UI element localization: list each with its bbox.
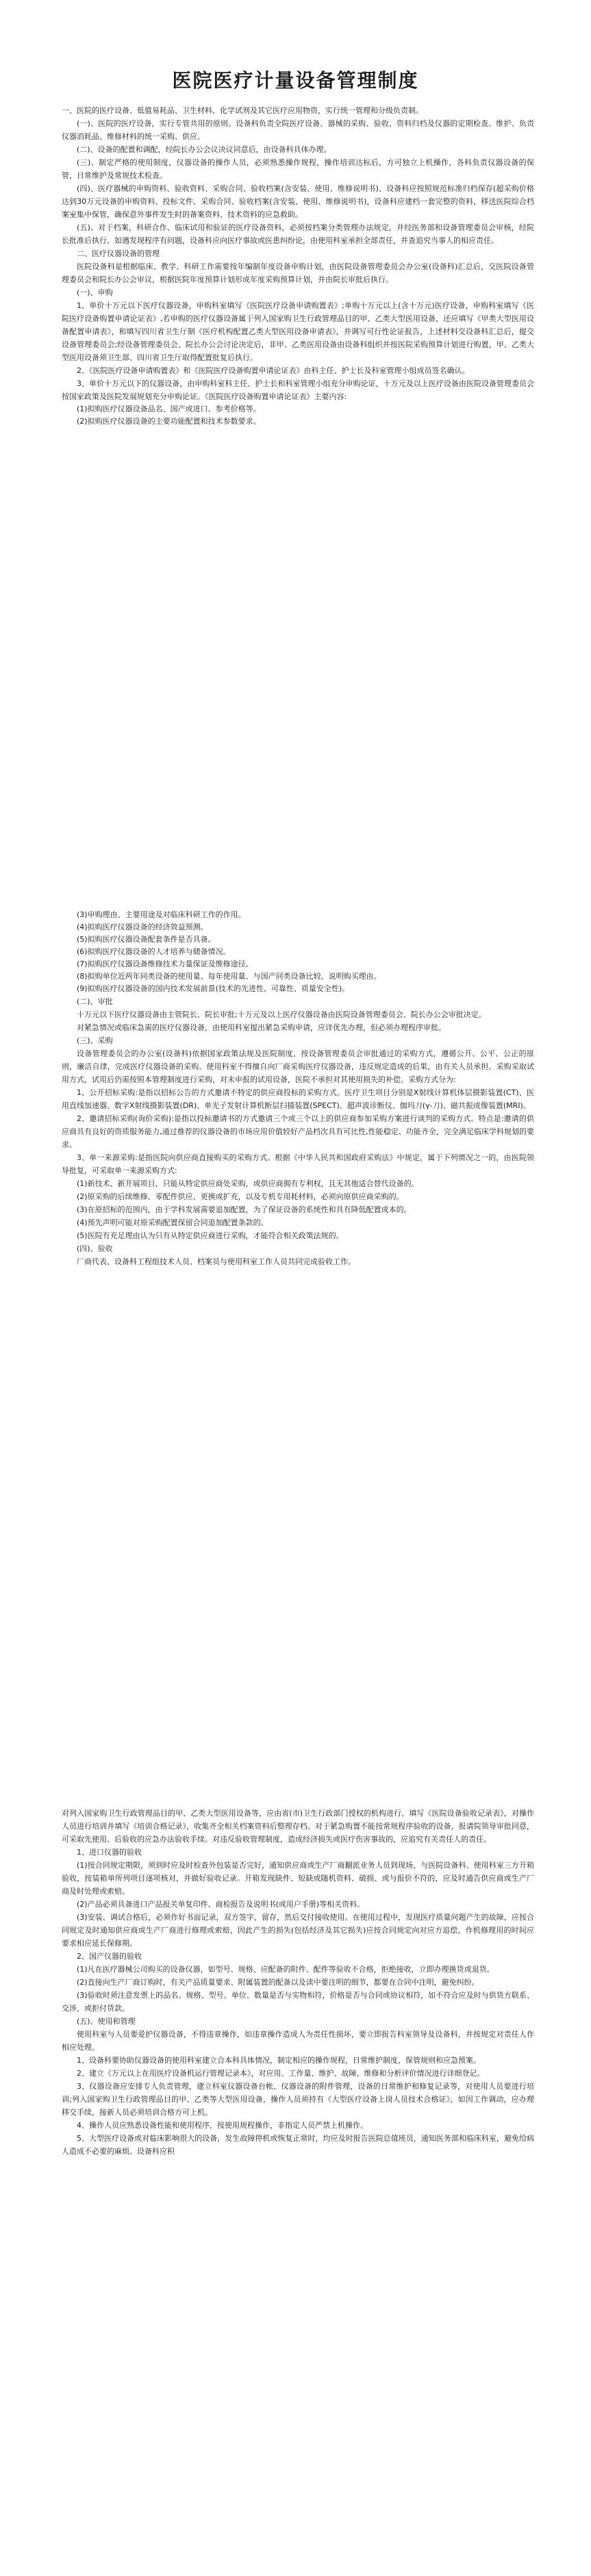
list-item: (4)拟购医疗仪器设备的经济效益预测。 [77,923,208,931]
paragraph: 十万元以下医疗仪器设备由主管院长、院长审批;十万元及以上医疗仪器设备由医院设备管理委员会、院长办公会审批决定。 [77,1010,486,1019]
paragraph: 设备管理委员会的办公室(设备科)依据国家政策法规及医院制度，按设备管理委员会审批通过的采购方式，遵循公开、公平、公正的原则，廉洁自律，完成医疗仪器设备的采购。使用科室不得擅自向厂商采购医疗仪器设备，违反规定造成的后果，由有关人员承担。采购采取试用方式，试用后仍需按照本管理制度进行采购，对未申报的试用设备，医院不承担对其使用损失的补偿。采购方式分为: [62,1049,534,1084]
subsection-heading: (二)、审批 [77,997,113,1006]
paragraph: (三)、制定严格的使用制度，仪器设备的操作人员，必须熟悉操作规程，操作培训达标后，方可独立上机操作，各科负责仪器设备的保管，日常维护及常规技术检查。 [62,158,534,180]
subsection-heading: (五)、使用和管理 [77,2017,136,2026]
list-item: (3)在原招标的范围内，由于学科发展需要追加配置，为了保证设备的系统性和具有降低配置成本的。 [77,1205,412,1214]
list-item: (7)拟购医疗仪器设备维修技术力量保证及维修途径。 [77,959,253,968]
list-item: (3)申购理由、主要用途及对临床科研工作的作用。 [77,910,246,919]
paragraph: 1、单价十万元以下医疗仪器设备，申购科室填写《医院医疗设备申请购置表》;单购十万元以上(含十万元)医疗设备，申购科室填写《医院医疗设备购置申请论证表》,若申购的医疗仪器设备属于列入国家购卫生行政管理品目的甲、乙类大型医用设备，还应填写《甲类大型医用设备配置申请表》，和填写四川省卫生厅制《医疗机构配置乙类大型医用设备申请表》，并调写可行性论证报告，上述材料交设备科汇总后，提交设备管理委员会;经设备管理委员会、院长办公会讨论决定后，非甲、乙类医用设备由设备科组织并按医院采购预算计划进行购置，甲、乙类大型医用设备须卫生部、四川省卫生厅取得配置批复后执行。 [62,301,534,362]
paragraph: 4、操作人员应熟悉设备性能和使用程序，按使用规程操作，非指定人员严禁上机操作。 [77,2121,368,2130]
paragraph: (一)、医院的医疗设备，实行专管共用的原则。设备科负责全院医疗设备、器械的采购、验收、资料归档及仪器的定期检查、维护、负责仪器消耗品、维修材料的统一采购、供应。 [62,119,534,141]
paragraph: 2、邀请招标采购(询价采购):是指以投标邀请书的方式邀请三个或三个以上的供应商参加采购方案进行谈判的采购方式。特点是:邀请的供应商具有良好的资质服务能力,通过推荐的仪器设备的市场应用价值较好产品档次具有可比性,性能稳定、功能齐全，完全满足临床学科规划的要求。 [62,1114,534,1149]
list-item: (1)拟购医疗仪器设备品名、国产或进口、参考价格等。 [77,404,261,413]
subsection-heading: (三)、采购 [77,1036,113,1045]
paragraph: 3、单价十万元以下的仪器设备，由申购科室科主任、护士长和科室管理小组充分申购论证，十万元及以上医疗设备由医院设备管理委员会按国家政策及医院发展规划充分申购论证。《医院医疗设备购置申请论证表》主要内容: [62,379,534,401]
subsection-heading: 2、国产仪器的验收 [77,1952,142,1961]
paragraph: 5、大型医疗设备或对临床影响很大的设备，发生故障停机或恢复正常时，均应及时报告医院总值班员，通知医务部和临床科室，避免给病人造成不必要的麻烦。设备科应积 [62,2134,534,2156]
list-item: (5)医院有充足理由认为只有从特定供应商进行采购，才能符合相关政策法规的。 [77,1231,344,1240]
paragraph: 1、公开招标采购:是指以招标公告的方式邀请不特定的供应商投标的采购方式。医疗卫生项目分别是X射线计算机体层摄影装置(CT)、医用直线加速器、数字X射线摄影装置(DR)、单光子发射计算机断层扫描装置(SPECT)、超声波诊断仪、伽玛刀(γ-刀)、磁共振成像装置(MRI)。 [62,1088,534,1110]
paragraph: (3)验收时须注意发票上的品名、规格、型号、单位、数量是否与实物相符，价格是否与合同或协议相符，如不符合应及时与供货方联系、交涉，或拒付货款。 [62,1991,534,2013]
document-section-1 [62,104,534,428]
paragraph: 对紧急情况或临床急需的医疗仪器设备，由使用科室提出紧急采购申请，应详优先办理，但必须办理程序审批。 [77,1023,446,1032]
paragraph: 一、医院的医疗设备、低值易耗品、卫生材料、化学试剂及其它医疗应用物资，实行统一管理和分级负责制。 [62,106,423,115]
paragraph: (3)安装、调试合格后，必须作好书面记录，双方签字，留存，然后交付接收使用。在使用过程中，发现医疗质量问题产生的故障，应按合同规定及时通知供应商或生产厂商进行修理或索赔，因此产生的损失(包括经济及其它损失)应按合同规定向对应方追偿，作机修理用的时间应要求相应延长保修期。 [62,1913,534,1948]
list-item: (6)拟购医疗仪器设备的人才培养与储备情况。 [77,947,231,956]
paragraph: 对列入国家购卫生行政管理品目的甲、乙类大型医用设备等，应由省(市)卫生行政部门授权的机构进行。填写《医院设备验收记录表》，对操作人员进行培训并填写《培训合格记录》，收集齐全相关档案资料后整理存档。对于紧急购置不能按常规程序验收的设备，报请院领导审批同意，可采取先使用、后验收的应急办法验收手续。对违反验收管理制度，造成经济损失或医疗伤害事故的，应追究有关责任人的责任。 [62,1809,534,1844]
paragraph: 2、建立《万元以上在用医疗设备机运行管理记录本》，对应用、工作量、维护、故障、维修和分析评价情况进行详细登记。 [77,2069,485,2078]
paragraph: 3、仪器设备应安排专人负责管理，建立科室仪器设备台帐、仪器设备的附件管理，设备的日常维护和修复记录等，对使用人员要进行培训;列入国家购卫生行政管理品目的甲、乙类等大型医用设备，操作人员须持有《大型医疗设备上岗人员技术合格证》，如因工作调动，应办理移交手续，接新人员必须培训合格方可上机。 [62,2082,534,2117]
paragraph: 2、《医院医疗设备申请购置表》和《医院医疗设备购置申请论证表》由科主任、护士长及科室管理小组成员签名确认。 [77,366,470,375]
list-item: (5)拟购医疗仪器设备配套条件是否具备。 [77,935,216,944]
paragraph: (1)凡在医疗器械公司购买的设备仪器，如型号、规格、应配备的附件、配件等验收不合格，拒绝接收，立即办理换货或退货。 [77,1965,494,1974]
section-heading: 二、医疗仪器设备的管理 [77,249,160,258]
document-section-2 [62,909,534,1268]
list-item: (2)拟购医疗仪器设备的主要功能配置和技术参数要求。 [77,417,261,426]
list-item: (4)预先声明可能对原采购配置保留合同追加配置条款的。 [77,1218,268,1227]
paragraph: (2)产品必须具备进口产品报关单复印件、商检报告及说明书(或用户手册)等相关资料。 [77,1900,365,1909]
paragraph: (1)按合同规定期限，须到时应及时检查外包装是否完好，通知供应商或生产厂商翻派业务人员到现场，与医院设备科、使用科室三方开箱验收，按装箱单所列项目逐项核对，并做好验收记录。开箱发现缺件、短缺或随机资料、破损、或与报价不符的，应及时通告供应商或生产厂商及时处理或索赔。 [62,1861,534,1896]
paragraph: (2)直接向生产厂商订购时，有关产品质量要求、附属装置的配备以及读中要注明的细节，都要在合同中注明，避免纠纷。 [77,1978,479,1987]
paragraph: 1、设备科要协助仪器设备的使用科室建立合本科具体情况，制定相应的操作规程，日常维护制度，保管规则和应急预案。 [77,2056,481,2065]
document-title: 医院医疗计量设备管理制度 [172,69,419,92]
list-item: (2)原采购的后续维修、零配件供应、更换或扩充，以及专机专用耗材料，必须向原供应商采购的。 [77,1192,404,1201]
list-item: (1)新技术、新开展项目，只能从特定供应商处采购，或供应商拥有专利权，且无其他适合替代设备的。 [77,1179,419,1188]
subsection-heading: (四)、验收 [77,1244,113,1253]
paragraph: (四)、医疗器械的申购资料、验收资料、采购合同、验收档案(含安装、使用、维修说明书)、设备科应按照规范标准归档保存(超采购价格达到30万元设备的申购资料、投标文件、采购合同、验收档案(含安装、使用、维修说明书)，设备科应建档一套完整的资料，移送医院综合档案室集中保管，确保意外事件发生时的备案资料、技术资料的应急救助。 [62,184,534,219]
paragraph: 3、单一来源采购:是指医院向供应商直接购买的采购方式。根据《中华人民共和国政府采购法》中规定，属于下列情况之一的，由医院领导批复，可采取单一来源采购方式: [62,1153,534,1175]
document-section-3 [62,1807,534,2158]
paragraph: 使用科室与人员要爱护仪器设备，不得违章操作，如违章操作造成人为责任性损坏，要立即报告科室领导及设备科，并按规定对责任人作相应处理。 [62,2030,534,2052]
subsection-heading: 1、进口仪器的验收 [77,1848,142,1857]
list-item: (8)拟购单位近两年同类设备的使用量、每年使用量、与国产同类设备比较、说明购买理由。 [77,972,381,981]
subsection-heading: (一)、申购 [77,288,113,297]
paragraph: (五)、对于档案，科研合作、临床试用和验证的医疗设备资料，必须按档案分类管理办法规定，并经医务部和设备管理委员会审核，经院长批准后执行。如遇发现程序有问题，设备科应向医疗事故或医患纠纷论，由使用科室承担全部责任，并查追究当事人的相应责任。 [62,223,534,245]
list-item: (9)拟购医疗仪器设备的国内技术发展前景(技术的先进性、可靠性、质量安全性)。 [77,984,350,993]
paragraph: 医院设备科是根据临床、教学、科研工作需要按年编制年度设备申购计划，由医院设备管理委员会办公室(设备科)汇总后，交医院设备管理委员会和院长办公会审议，根据医院年度预算计划形成年度采购预算计划，并由院长审批后执行。 [62,262,534,284]
paragraph: 厂商代表、设备科工程组技术人员、档案员与使用科室工作人员共同完成验收工作。 [77,1257,355,1266]
paragraph: (二)、设备的配置和调配，经院长办公会议决议同意后，由设备科具体办理。 [77,145,331,154]
